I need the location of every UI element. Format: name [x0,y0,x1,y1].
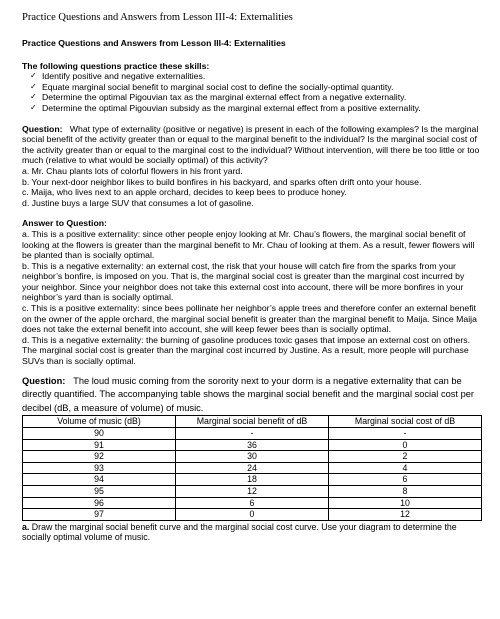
table-cell: 12 [329,509,482,521]
table-row [23,428,482,440]
skills-list [22,71,482,113]
table-row [23,451,482,463]
table-header-row [23,416,482,428]
question-option: a. Mr. Chau plants lots of colorful flowers in his front yard. [22,165,243,176]
table-cell: - [329,428,482,440]
checkmark-icon: ✓ [30,102,37,112]
table-cell: 6 [176,497,329,509]
table-cell: 8 [329,485,482,497]
table-row [23,474,482,486]
table-cell: 36 [176,439,329,451]
table-cell: 0 [329,439,482,451]
table-row [23,485,482,497]
question-option: d. Justine buys a large SUV that consumes a lot of gasoline. [22,197,254,208]
table-row [23,462,482,474]
checkmark-icon: ✓ [30,71,37,81]
column-header: Marginal social cost of dB [329,416,482,428]
answer-item: c. This is a positive externality: since bees pollinate her neighbor’s apple trees and therefore confer an external benefit on the owner of the apple orchard, the marginal social benefit is greater than the marginal benefit to Maija. Since Maija does not take the external benefit into account, she will keep fewer bees than is socially optimal. [22,303,477,335]
table-cell: 10 [329,497,482,509]
table-cell: 24 [176,462,329,474]
skill-item: ✓ Determine the optimal Pigouvian subsidy as the marginal external effect from a positive externality. [30,102,421,113]
skill-item: ✓ Identify positive and negative externalities. [30,71,206,82]
table-cell: 0 [176,509,329,521]
column-header: Marginal social benefit of dB [176,416,329,428]
skills-heading: The following questions practice these skills: [22,60,210,71]
table-cell: 18 [176,474,329,486]
table-cell: 6 [329,474,482,486]
part-a [22,522,482,543]
table-row [23,439,482,451]
question-2 [22,375,482,416]
answer-item: a. This is a positive externality: since other people enjoy looking at Mr. Chau’s flowers, the marginal social benefit of looking at the flowers is greater than the marginal benefit to Mr. Chau of looking at them. As a result, fewer flowers will be planted than is socially optimal. [22,228,475,261]
question-text: What type of externality (positive or negative) is present in each of the following examples? Is the marginal social benefit of the activity greater than or equal to the marginal benefit to the individual? Is the marginal social cost of the activity greater than or equal to the marginal cost to the individual? Without intervention, will there be too little or too much (relative to what would be socially optimal) of this activity? [22,123,480,166]
table-cell: 95 [23,485,176,497]
music-volume-table [22,415,482,520]
table-cell: - [176,428,329,440]
part-a-label: a. [22,521,30,532]
table-cell: 2 [329,451,482,463]
running-header: Practice Questions and Answers from Lesson III-4: Externalities [22,12,293,23]
skill-item: ✓ Equate marginal social benefit to marginal social cost to define the socially-optimal quantity. [30,81,394,92]
question-1 [22,124,482,166]
table-cell: 12 [176,485,329,497]
table-cell: 92 [23,451,176,463]
table-cell: 91 [23,439,176,451]
table-cell: 93 [23,462,176,474]
table-cell: 90 [23,428,176,440]
table-cell: 4 [329,462,482,474]
checkmark-icon: ✓ [30,92,37,102]
checkmark-icon: ✓ [30,81,37,91]
question-option: b. Your next-door neighbor likes to build bonfires in his backyard, and sparks often drift onto your house. [22,176,422,187]
question-option: c. Maija, who lives next to an apple orchard, decides to keep bees to produce honey. [22,187,347,198]
question-text: The loud music coming from the sorority next to your dorm is a negative externality that can be directly quantified. The accompanying table shows the marginal social benefit and the marginal social cost per decibel (dB, a measure of volume) of music. [22,375,475,413]
answer-heading: Answer to Question: [22,218,107,229]
table-row [23,497,482,509]
table-row [23,509,482,521]
answer-item: b. This is a negative externality: an external cost, the risk that your house will catch fire from the sparks from your neighbor’s bonfire, is imposed on you. That is, the marginal social cost is greater than the marginal cost incurred by your neighbor. Since your neighbor does not take this external cost into account, there will be more bonfires in your neighbor’s yard than is socially optimal. [22,260,465,303]
table-cell: 97 [23,509,176,521]
table-cell: 30 [176,451,329,463]
skill-item: ✓ Determine the optimal Pigouvian tax as the marginal external effect from a negative externality. [30,92,407,103]
part-a-text: Draw the marginal social benefit curve and the marginal social cost curve. Use your diagram to determine the socially optimal volume of music. [22,521,457,543]
answer-item: d. This is a negative externality: the burning of gasoline produces toxic gases that impose an external cost on others. The marginal social cost is greater than the marginal cost incurred by Justine. As a result, more people will purchase SUVs than is socially optimal. [22,334,470,367]
document-title: Practice Questions and Answers from Lesson III-4: Externalities [22,38,286,48]
table-cell: 96 [23,497,176,509]
question-label: Question: [22,123,63,134]
question-label: Question: [22,375,66,386]
column-header: Volume of music (dB) [23,416,176,428]
table-cell: 94 [23,474,176,486]
